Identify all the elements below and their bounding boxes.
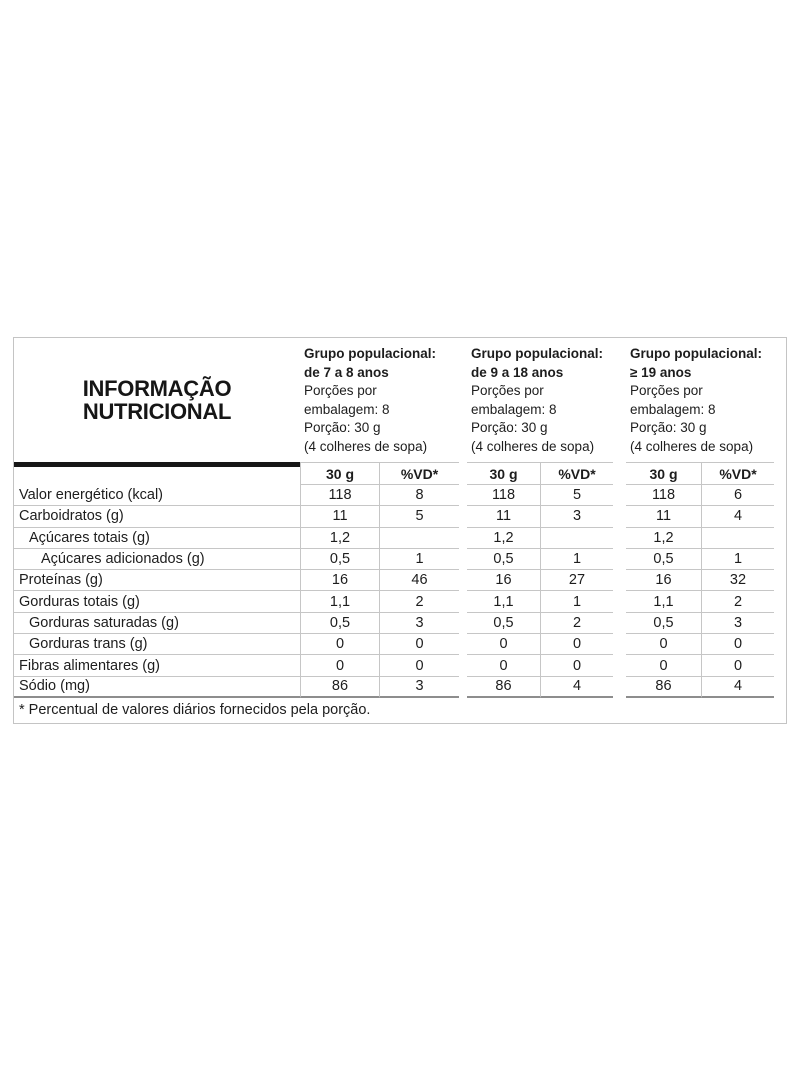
- servings-text: Porções por: [471, 383, 544, 398]
- right-padding: [774, 549, 786, 570]
- value-dv-g1: 0: [379, 655, 459, 676]
- title-line-2: NUTRICIONAL: [82, 399, 232, 424]
- value-dv-g3: [701, 528, 774, 549]
- table-row: [14, 549, 786, 570]
- value-30g-g3: 0: [626, 634, 701, 655]
- row-label: Açúcares totais (g): [14, 528, 300, 549]
- value-dv-g2: 2: [540, 613, 613, 634]
- portion-note: (4 colheres de sopa): [471, 438, 595, 454]
- value-dv-g3: 0: [701, 655, 774, 676]
- value-dv-g3: 4: [701, 677, 774, 698]
- table-row: [14, 570, 786, 591]
- table-row: [14, 634, 786, 655]
- portion-size: Porção: 30 g: [304, 420, 381, 435]
- col-header-dv-g1: %VD*: [379, 462, 459, 485]
- group-gap: [459, 506, 467, 527]
- group-age-range: de 9 a 18 anos: [471, 364, 564, 380]
- table-row: [14, 506, 786, 527]
- group-age-range: ≥ 19 anos: [630, 364, 692, 380]
- value-dv-g2: 27: [540, 570, 613, 591]
- footnote: * Percentual de valores diários fornecidos pela porção.: [19, 702, 371, 719]
- value-30g-g1: 16: [300, 570, 379, 591]
- value-30g-g3: 0,5: [626, 613, 701, 634]
- nutrition-facts-table: [13, 337, 787, 724]
- value-30g-g1: 1,1: [300, 591, 379, 612]
- value-30g-g2: 118: [467, 485, 540, 506]
- value-dv-g2: 3: [540, 506, 613, 527]
- group-gap: [613, 634, 626, 655]
- servings-count: embalagem: 8: [471, 401, 557, 417]
- table-row: [14, 485, 786, 506]
- value-dv-g2: 1: [540, 591, 613, 612]
- col-header-amount-g1: 30 g: [300, 462, 379, 485]
- row-label: Valor energético (kcal): [14, 485, 300, 506]
- group-gap: [613, 549, 626, 570]
- col-header-amount-g2: 30 g: [467, 462, 540, 485]
- value-dv-g3: 2: [701, 591, 774, 612]
- value-dv-g1: 1: [379, 549, 459, 570]
- value-dv-g1: [379, 528, 459, 549]
- value-dv-g1: 8: [379, 485, 459, 506]
- value-dv-g3: 4: [701, 506, 774, 527]
- right-padding: [774, 570, 786, 591]
- right-padding: [774, 462, 786, 485]
- group-gap: [459, 549, 467, 570]
- servings-text: Porções por: [630, 383, 703, 398]
- group-name: Grupo populacional:: [630, 346, 762, 361]
- title-underline: [14, 462, 300, 485]
- group-header-9-18-anos: [467, 338, 626, 462]
- right-padding: [774, 506, 786, 527]
- col-header-dv-g3: %VD*: [701, 462, 774, 485]
- value-dv-g2: 4: [540, 677, 613, 698]
- value-dv-g3: 6: [701, 485, 774, 506]
- portion-size: Porção: 30 g: [471, 420, 548, 435]
- value-30g-g1: 0,5: [300, 613, 379, 634]
- group-gap: [459, 591, 467, 612]
- value-30g-g1: 118: [300, 485, 379, 506]
- value-dv-g1: 46: [379, 570, 459, 591]
- group-gap: [459, 677, 467, 698]
- value-30g-g3: 16: [626, 570, 701, 591]
- group-age-range: de 7 a 8 anos: [304, 364, 389, 380]
- group-gap: [459, 613, 467, 634]
- value-dv-g2: [540, 528, 613, 549]
- group-gap: [613, 462, 626, 485]
- value-30g-g2: 0,5: [467, 549, 540, 570]
- value-dv-g3: 1: [701, 549, 774, 570]
- panel-header: [14, 338, 786, 462]
- right-padding: [774, 591, 786, 612]
- value-dv-g1: 0: [379, 634, 459, 655]
- table-row: [14, 677, 786, 698]
- value-30g-g2: 86: [467, 677, 540, 698]
- right-padding: [774, 655, 786, 676]
- group-header-7-8-anos: [300, 338, 467, 462]
- value-30g-g3: 1,2: [626, 528, 701, 549]
- value-30g-g3: 86: [626, 677, 701, 698]
- group-gap: [459, 634, 467, 655]
- value-dv-g3: 3: [701, 613, 774, 634]
- row-label: Proteínas (g): [14, 570, 300, 591]
- group-gap: [613, 655, 626, 676]
- value-30g-g3: 0,5: [626, 549, 701, 570]
- group-gap: [459, 655, 467, 676]
- col-header-dv-g2: %VD*: [540, 462, 613, 485]
- value-30g-g3: 0: [626, 655, 701, 676]
- value-30g-g1: 11: [300, 506, 379, 527]
- value-30g-g3: 118: [626, 485, 701, 506]
- servings-text: Porções por: [304, 383, 377, 398]
- value-dv-g2: 5: [540, 485, 613, 506]
- rows-container: [14, 485, 786, 698]
- portion-size: Porção: 30 g: [630, 420, 707, 435]
- group-gap: [459, 570, 467, 591]
- right-padding: [774, 613, 786, 634]
- group-gap: [613, 506, 626, 527]
- row-label: Gorduras totais (g): [14, 591, 300, 612]
- column-header-row: [14, 462, 786, 485]
- table-row: [14, 528, 786, 549]
- portion-note: (4 colheres de sopa): [630, 438, 754, 454]
- row-label: Gorduras saturadas (g): [14, 613, 300, 634]
- footnote-row: [14, 698, 786, 723]
- value-30g-g1: 86: [300, 677, 379, 698]
- group-header-19-anos: [626, 338, 786, 462]
- value-30g-g1: 0: [300, 634, 379, 655]
- group-gap: [613, 591, 626, 612]
- group-gap: [459, 462, 467, 485]
- group-gap: [459, 528, 467, 549]
- value-dv-g1: 3: [379, 677, 459, 698]
- value-30g-g2: 1,1: [467, 591, 540, 612]
- value-30g-g2: 0: [467, 655, 540, 676]
- value-30g-g2: 11: [467, 506, 540, 527]
- value-dv-g3: 0: [701, 634, 774, 655]
- group-gap: [613, 613, 626, 634]
- value-dv-g3: 32: [701, 570, 774, 591]
- value-dv-g2: 1: [540, 549, 613, 570]
- group-name: Grupo populacional:: [304, 346, 436, 361]
- group-gap: [613, 677, 626, 698]
- group-gap: [613, 570, 626, 591]
- value-30g-g3: 11: [626, 506, 701, 527]
- right-padding: [774, 634, 786, 655]
- right-padding: [774, 677, 786, 698]
- value-30g-g1: 0: [300, 655, 379, 676]
- value-dv-g1: 5: [379, 506, 459, 527]
- table-row: [14, 591, 786, 612]
- right-padding: [774, 528, 786, 549]
- row-label: Açúcares adicionados (g): [14, 549, 300, 570]
- col-header-amount-g3: 30 g: [626, 462, 701, 485]
- value-dv-g2: 0: [540, 655, 613, 676]
- row-label: Sódio (mg): [14, 677, 300, 698]
- value-30g-g2: 1,2: [467, 528, 540, 549]
- value-dv-g1: 2: [379, 591, 459, 612]
- table-row: [14, 655, 786, 676]
- servings-count: embalagem: 8: [630, 401, 716, 417]
- group-name: Grupo populacional:: [471, 346, 603, 361]
- value-30g-g2: 0: [467, 634, 540, 655]
- panel-title: [14, 338, 300, 462]
- value-dv-g1: 3: [379, 613, 459, 634]
- value-dv-g2: 0: [540, 634, 613, 655]
- table-row: [14, 613, 786, 634]
- value-30g-g3: 1,1: [626, 591, 701, 612]
- title-line-1: INFORMAÇÃO: [82, 376, 232, 401]
- right-padding: [774, 485, 786, 506]
- group-gap: [613, 528, 626, 549]
- group-gap: [613, 485, 626, 506]
- servings-count: embalagem: 8: [304, 401, 390, 417]
- portion-note: (4 colheres de sopa): [304, 438, 428, 454]
- value-30g-g2: 16: [467, 570, 540, 591]
- row-label: Fibras alimentares (g): [14, 655, 300, 676]
- value-30g-g2: 0,5: [467, 613, 540, 634]
- group-gap: [459, 485, 467, 506]
- value-30g-g1: 0,5: [300, 549, 379, 570]
- row-label: Carboidratos (g): [14, 506, 300, 527]
- value-30g-g1: 1,2: [300, 528, 379, 549]
- row-label: Gorduras trans (g): [14, 634, 300, 655]
